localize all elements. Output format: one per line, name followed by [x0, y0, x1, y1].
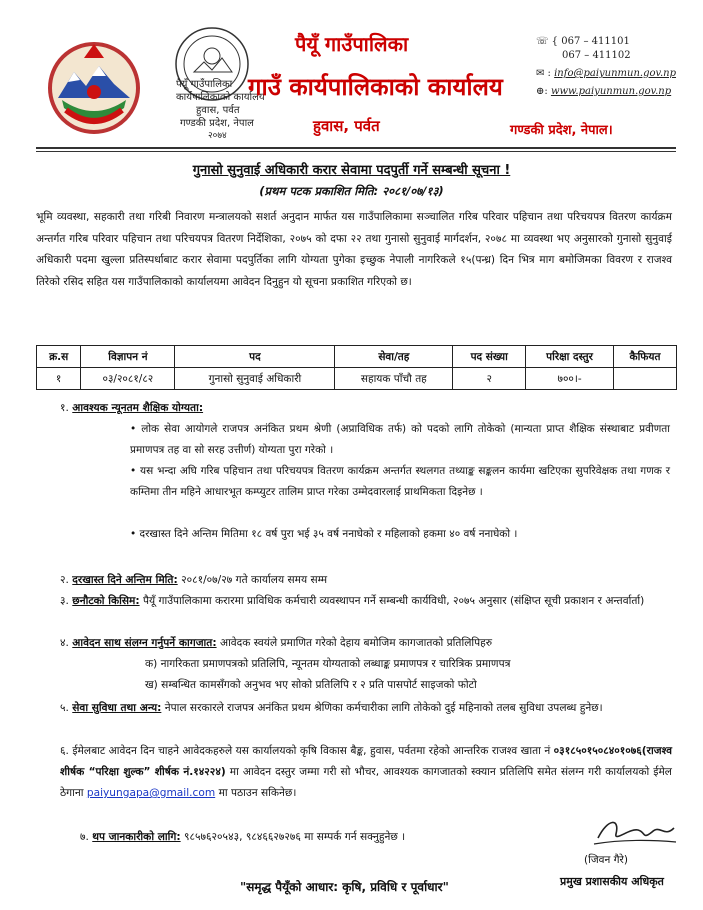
signatory-name: (जिवन गैरे): [584, 854, 628, 866]
signature-icon: [590, 808, 680, 852]
section-7-contact: ७. थप जानकारीको लागि: ९८५७६२०५४३, ९८४६६२७२७६ मा सम्पर्क गर्न सक्नुहुनेछ ।: [80, 831, 406, 843]
section-5-facilities: ५. सेवा सुविधा तथा अन्य: नेपाल सरकारले राजपत्र अनंकित प्रथम श्रेणिका कर्मचारीका लागि तोकेको दुई महिनाको तलब सुविधा उपलब्ध हुनेछ।: [60, 702, 603, 714]
seal-line: २०७४: [208, 131, 227, 141]
priority-bullet: • यस भन्दा अघि गरिब पहिचान तथा परिचयपत्र वितरण कार्यक्रम अन्तर्गत स्थलगत तथ्याङ्क सङ्कलन कार्यमा खटिएका सुपरिवेक्षक तथा गणक र कम्तिमा तीन महिने आधारभूत कम्प्युटर तालिम प्राप्त गरेका उम्मेदवारलाई प्राथमिकता दिइनेछ ।: [130, 465, 670, 498]
table-header: परिक्षा दस्तुर: [526, 346, 614, 368]
table-cell: ७००।-: [526, 368, 614, 390]
table-cell: २: [453, 368, 526, 390]
table-header: पद: [175, 346, 335, 368]
section-1-heading: १. आवश्यक न्यूनतम शैक्षिक योग्यता:: [60, 402, 204, 414]
table-header-row: [37, 346, 677, 368]
province-name: गण्डकी प्रदेश, नेपाल।: [510, 123, 613, 138]
section-6-email-application: ६. ईमेलबाट आवेदन दिन चाहने आवेदकहरुले यस कार्यालयको कृषि विकास बैङ्क, हुवास, पर्वतमा रहेको आन्तरिक राजश्व खाता नं ०३१८५०१५०८४०१०७६(राजश्व शीर्षक “परिक्षा शुल्क” शीर्षक नं.१४२२४) मा आवेदन दस्तुर जम्मा गरी सो भौचर, आवश्यक कागजातको स्क्यान प्रतिलिपि समेत संलग्न गरी कार्यालयको ईमेल ठेगाना paiyungapa@gmail.com मा पठाउन सकिनेछ।: [60, 745, 672, 799]
header-divider: [36, 147, 676, 149]
header-divider: [36, 151, 676, 152]
table-header: कैफियत: [614, 346, 677, 368]
phone-number: ☏ { 067 – 411101: [536, 36, 630, 47]
document-item: ख) सम्बन्धित कामसँगको अनुभव भए सोको प्रतिलिपि र २ प्रति पासपोर्ट साइजको फोटो: [145, 679, 477, 691]
table-cell: १: [37, 368, 81, 390]
notice-intro: भूमि व्यवस्था, सहकारी तथा गरिबी निवारण मन्त्रालयको सशर्त अनुदान मार्फत यस गाउँपालिकामा सञ्चालित गरिब परिवार पहिचान तथा परिचयपत्र वितरण कार्यक्रम अन्तर्गत गरिब परिवार पहिचान तथा परिचयपत्र वितरण निर्देशिका, २०७५ को दफा २२ तथा गुनासो सुनुवाई मार्गदर्शन, २०७८ मा व्यवस्था भए अनुसारको गुनासो सुनुवाई अधिकारी पदमा खुल्ला प्रतिस्पर्धाबाट करार सेवामा पदपुर्तिका लागि योग्यता पुगेका इच्छुक नेपाली नागरिकले १५(पन्ध्र) दिन भित्र माग बमोजिमका विवरण र राजश्व तिरेको रसिद सहित यस गाउँपालिकाको कार्यालयमा आवेदन दिनुहुन यो सूचना प्रकाशित गरिएको छ।: [36, 211, 672, 288]
email-address: ✉ : info@paiyunmun.gov.np: [536, 68, 677, 79]
seal-line: पैयूँ गाउँपालिका: [176, 79, 233, 90]
table-header: सेवा/तह: [335, 346, 453, 368]
section-3-selection: ३. छनौटको किसिम: पैयूँ गाउँपालिकामा करारमा प्राविधिक कर्मचारी व्यवस्थापन गर्ने सम्बन्धी कार्यविधी, २०७५ अनुसार (संक्षिप्त सूची प्रकाशन र अन्तर्वार्ता): [60, 595, 645, 607]
website-address: ⊕: www.paiyunmun.gov.np: [536, 86, 672, 97]
section-2-deadline: २. दरखास्त दिने अन्तिम मिति: २०८१/०७/२७ गते कार्यालय समय सम्म: [60, 574, 328, 586]
table-row: [37, 368, 677, 390]
seal-line: हुवास, पर्वत: [196, 105, 240, 116]
org-name: पैयूँ गाउँपालिका: [295, 32, 409, 56]
notice-title: गुनासो सुनुवाई अधिकारी करार सेवामा पदपुर्ती गर्ने सम्बन्धी सूचना !: [192, 163, 511, 178]
office-name: गाउँ कार्यपालिकाको कार्यालय: [248, 73, 503, 101]
notice-published-date: (प्रथम पटक प्रकाशित मिति: २०८१/०७/१३): [259, 184, 444, 198]
document-item: क) नागरिकता प्रमाणपत्रको प्रतिलिपि, न्यूनतम योग्यताको लब्धाङ्क प्रमाणपत्र र चारित्रिक प्रमाणपत्र: [145, 658, 511, 670]
office-email-link[interactable]: paiyungapa@gmail.com: [86, 787, 216, 799]
table-cell: [614, 368, 677, 390]
seal-line: कार्यपालिकाको कार्यालय: [176, 92, 265, 103]
table-header: क्र.स: [37, 346, 81, 368]
qualification-bullet: • लोक सेवा आयोगले राजपत्र अनंकित प्रथम श्रेणी (अप्राविधिक तर्फ) को पदको लागि तोकेको (मान्यता प्राप्त शैक्षिक संस्थाबाट प्रवीणता प्रमाणपत्र तह वा सो सरह उत्तीर्ण) योग्यता पुरा गरेको ।: [130, 423, 671, 456]
phone-number: 067 – 411102: [562, 50, 631, 61]
office-address: हुवास, पर्वत: [313, 117, 380, 135]
table-header: विज्ञापन नं: [81, 346, 175, 368]
section-4-documents: ४. आवेदन साथ संलग्न गर्नुपर्ने कागजात: आवेदक स्वयंले प्रमाणित गरेको देहाय बमोजिम कागजातको प्रतिलिपिहरु: [60, 637, 493, 649]
footer-motto: "समृद्ध पैयूँको आधार: कृषि, प्रविधि र पूर्वाधार": [240, 880, 449, 894]
age-bullet: • दरखास्त दिने अन्तिम मितिमा १८ वर्ष पुरा भई ३५ वर्ष ननाघेको र महिलाको हकमा ४० वर्ष ननाघेको ।: [130, 528, 518, 540]
table-header: पद संख्या: [453, 346, 526, 368]
vacancy-table: [36, 345, 677, 390]
seal-line: गण्डकी प्रदेश, नेपाल: [180, 118, 254, 129]
table-cell: सहायक पाँचौ तह: [335, 368, 453, 390]
table-cell: गुनासो सुनुवाई अधिकारी: [175, 368, 335, 390]
table-cell: ०३/२०८१/८२: [81, 368, 175, 390]
signatory-post: प्रमुख प्रशासकीय अधिकृत: [560, 875, 664, 888]
nepal-emblem-icon: [44, 36, 144, 136]
